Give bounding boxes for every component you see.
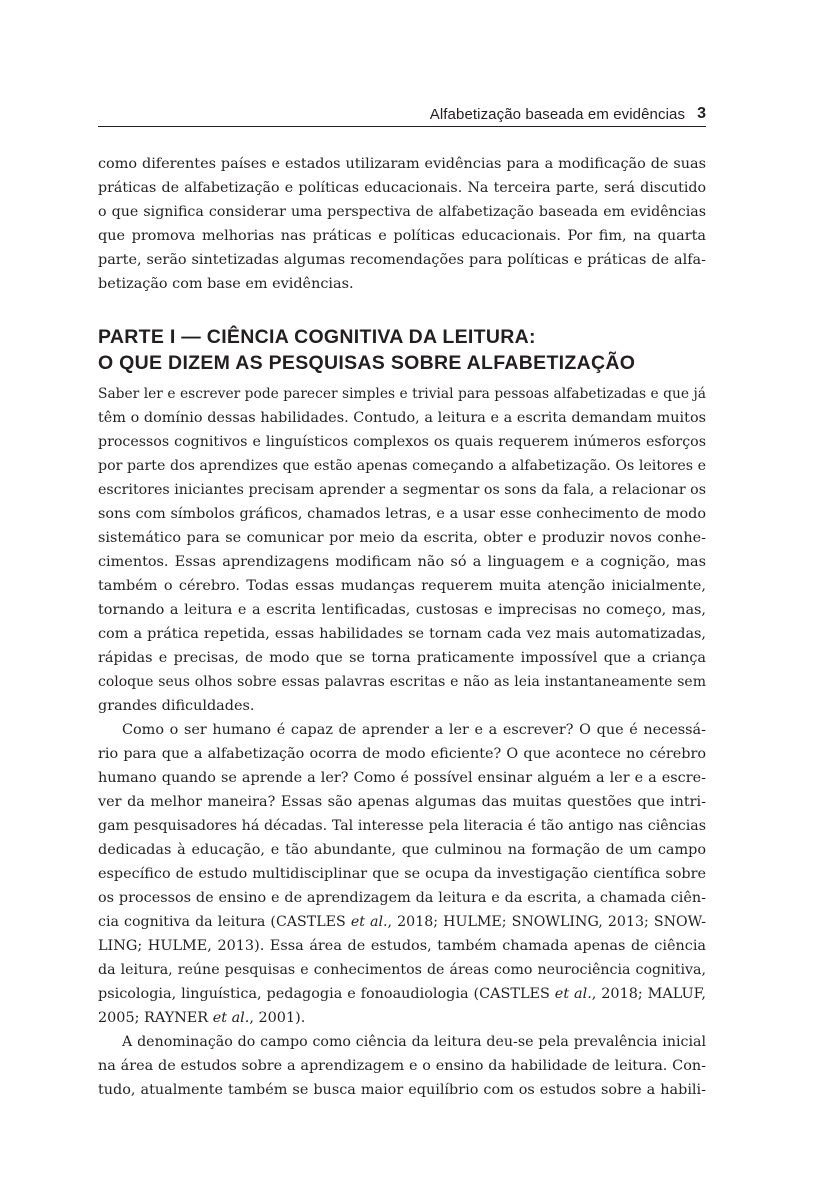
text-line: tornando a leitura e a escrita lentificadas, custosas e imprecisas no começo, mas, — [98, 602, 706, 618]
text-line: também o cérebro. Todas essas mudanças requerem muita atenção inicialmente, — [98, 578, 706, 594]
text-line: da leitura, reúne pesquisas e conhecimentos de áreas como neurociência cognitiva, — [98, 962, 706, 978]
page-header — [98, 102, 706, 127]
text-line: processos cognitivos e linguísticos complexos os quais requerem inúmeros esforços — [98, 434, 706, 450]
text-line: têm o domínio dessas habilidades. Contudo, a leitura e a escrita demandam muitos — [98, 410, 706, 426]
page-content — [98, 152, 706, 1102]
text-line: betização com base em evidências. — [98, 276, 354, 292]
text-line: parte, serão sintetizadas algumas recomendações para políticas e práticas de alfa- — [98, 252, 706, 268]
text-line: os processos de ensino e de aprendizagem da leitura e da escrita, a chamada ciên- — [98, 890, 706, 906]
text-line: humano quando se aprende a ler? Como é possível ensinar alguém a ler e a escre- — [98, 770, 706, 786]
text-line: como diferentes países e estados utilizaram evidências para a modificação de suas — [98, 156, 706, 172]
intro-paragraph — [98, 152, 706, 296]
page-number: 3 — [697, 105, 706, 122]
text-line: grandes dificuldades. — [98, 698, 255, 714]
text-line: sons com símbolos gráficos, chamados letras, e a usar esse conhecimento de modo — [98, 506, 706, 522]
text-fragment: , 2001). — [249, 1010, 306, 1026]
text-line: o que significa considerar uma perspectiva de alfabetização baseada em evidências — [98, 204, 706, 220]
text-line: sistemático para se comunicar por meio da escrita, obter e produzir novos conhe- — [98, 530, 706, 546]
text-line: práticas de alfabetização e políticas educacionais. Na terceira parte, será discutido — [98, 180, 706, 196]
text-line: coloque seus olhos sobre essas palavras escritas e não as leia instantaneamente sem — [98, 674, 706, 690]
text-line: rápidas e precisas, de modo que se torna praticamente impossível que a criança — [98, 650, 706, 666]
text-line: tudo, atualmente também se busca maior equilíbrio com os estudos sobre a habili- — [98, 1082, 706, 1098]
text-line: LING; HULME, 2013). Essa área de estudos, também chamada apenas de ciência — [98, 938, 706, 954]
section-heading-line-2: O QUE DIZEM AS PESQUISAS SOBRE ALFABETIZAÇÃO — [98, 352, 636, 374]
citation-et-al: et al. — [212, 1010, 250, 1026]
text-line: específico de estudo multidisciplinar que se ocupa da investigação científica sobre — [98, 866, 706, 882]
text-line: ver da melhor maneira? Essas são apenas algumas das muitas questões que intri- — [98, 794, 706, 810]
body-paragraph-2 — [98, 718, 706, 1030]
running-title: Alfabetização baseada em evidências — [429, 105, 686, 123]
text-fragment: cia cognitiva da leitura (CASTLES — [98, 914, 351, 930]
text-line: cimentos. Essas aprendizagens modificam não só a linguagem e a cognição, mas — [98, 554, 706, 570]
text-line — [98, 910, 706, 934]
section-heading-line-1: PARTE I — CIÊNCIA COGNITIVA DA LEITURA: — [98, 326, 536, 348]
text-fragment: , 2018; HULME; SNOWLING, 2013; SNOW- — [387, 914, 706, 930]
section-heading — [98, 324, 706, 376]
text-line: dedicadas à educação, e tão abundante, que culminou na formação de um campo — [98, 842, 706, 858]
text-line: na área de estudos sobre a aprendizagem e o ensino da habilidade de leitura. Con- — [98, 1058, 706, 1074]
text-line: com a prática repetida, essas habilidades se tornam cada vez mais automatizadas, — [98, 626, 706, 642]
body-paragraph-3 — [98, 1030, 706, 1102]
text-fragment: 2005; RAYNER — [98, 1010, 213, 1026]
text-line: rio para que a alfabetização ocorra de modo eficiente? O que acontece no cérebro — [98, 746, 706, 762]
text-line — [98, 982, 706, 1006]
text-fragment: , 2018; MALUF, — [591, 986, 706, 1002]
text-line: gam pesquisadores há décadas. Tal interesse pela literacia é tão antigo nas ciências — [98, 818, 706, 834]
text-line: Saber ler e escrever pode parecer simples e trivial para pessoas alfabetizadas e que já — [98, 386, 706, 402]
text-line: que promova melhorias nas práticas e políticas educacionais. Por fim, na quarta — [98, 228, 706, 244]
text-line: Como o ser humano é capaz de aprender a ler e a escrever? O que é necessá- — [122, 722, 706, 738]
citation-et-al: et al. — [554, 986, 592, 1002]
text-line: escritores iniciantes precisam aprender a segmentar os sons da fala, a relacionar os — [98, 482, 706, 498]
text-line: A denominação do campo como ciência da leitura deu-se pela prevalência inicial — [122, 1034, 706, 1050]
body-paragraph-1 — [98, 382, 706, 718]
text-line: por parte dos aprendizes que estão apenas começando a alfabetização. Os leitores e — [98, 458, 706, 474]
citation-et-al: et al. — [350, 914, 388, 930]
text-fragment: psicologia, linguística, pedagogia e fonoaudiologia (CASTLES — [98, 986, 555, 1002]
text-line — [98, 1006, 706, 1030]
